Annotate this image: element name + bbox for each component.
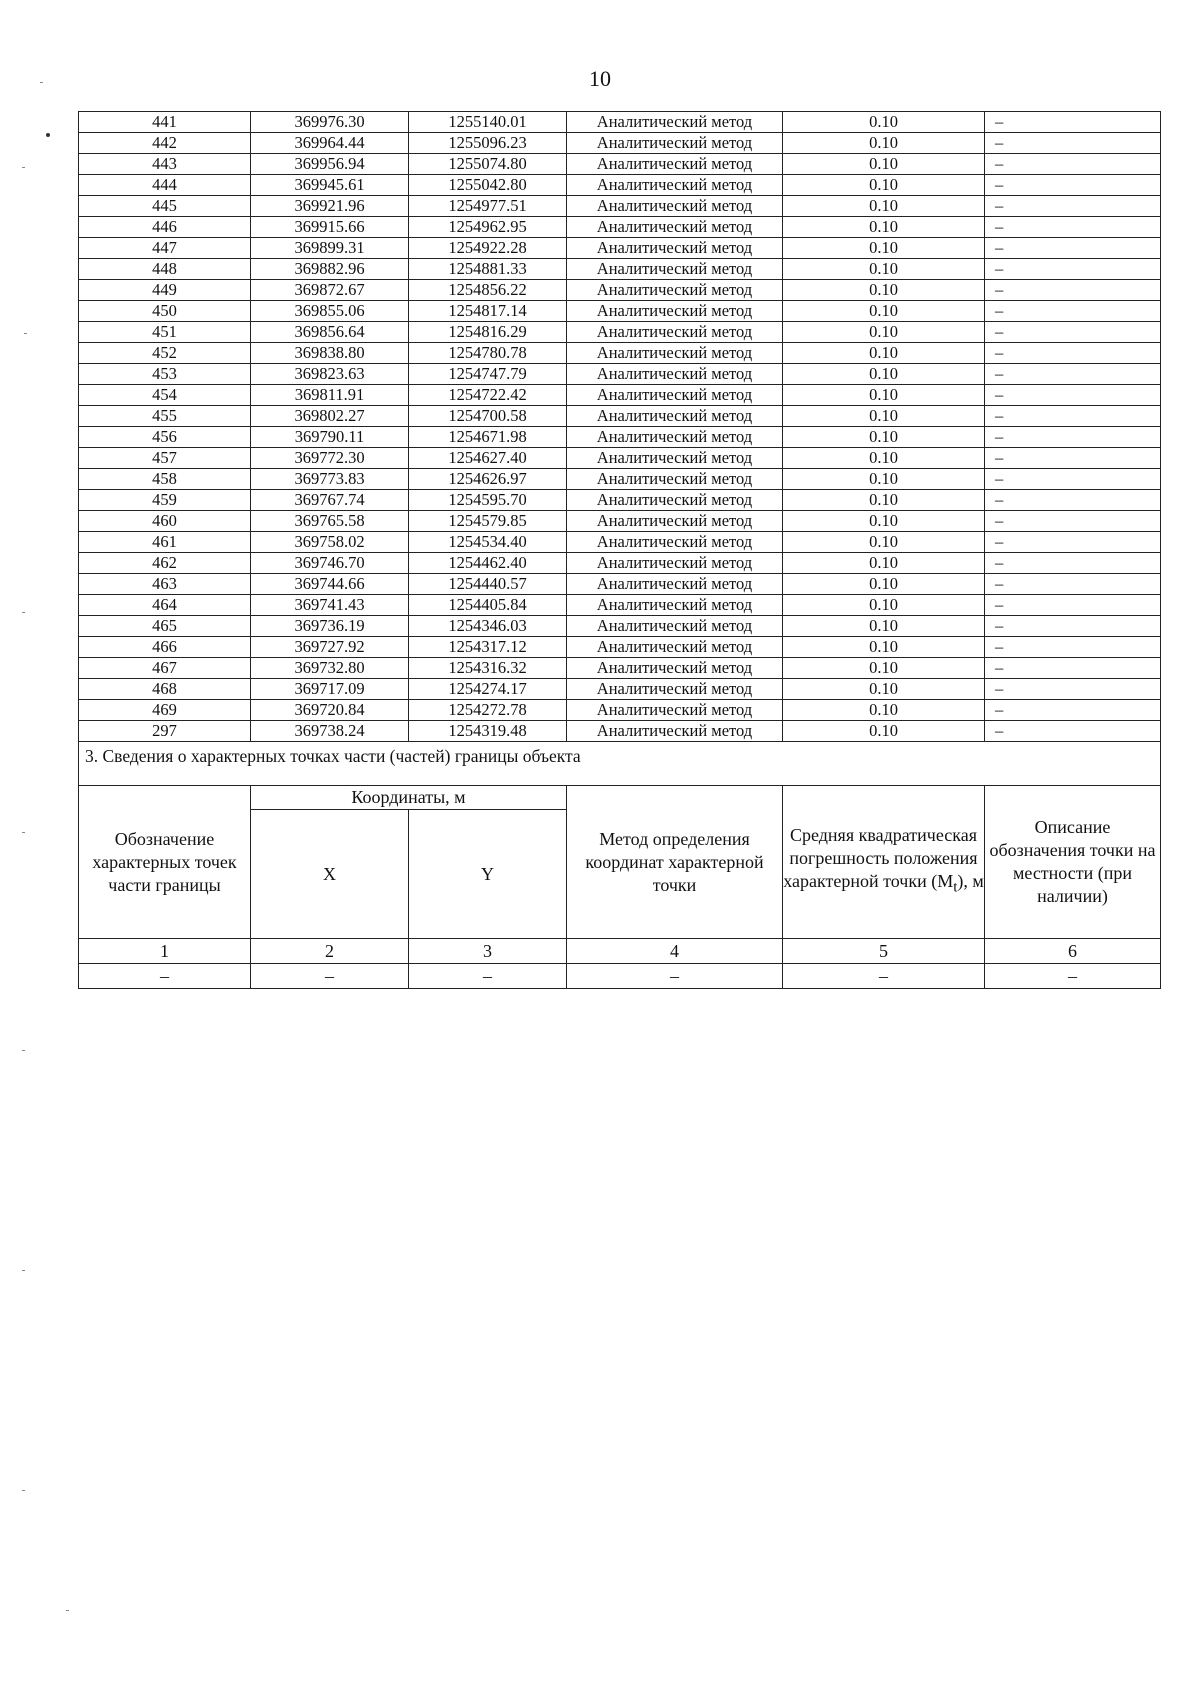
table-row [79,511,1161,532]
point-number-cell: 468 [79,679,251,700]
point-number-cell: 455 [79,406,251,427]
mean-error-cell: 0.10 [783,301,985,322]
table-row [79,532,1161,553]
point-number-cell: 467 [79,658,251,679]
header-designation: Обозначение характерных точек части границы [79,786,251,939]
description-cell: – [985,322,1161,343]
method-cell: Аналитический метод [567,616,783,637]
column-number: 4 [567,939,783,964]
point-number-cell: 465 [79,616,251,637]
mean-error-cell: 0.10 [783,343,985,364]
table-row [79,301,1161,322]
point-number-cell: 466 [79,637,251,658]
x-coordinate-cell: 369956.94 [251,154,409,175]
point-number-cell: 463 [79,574,251,595]
x-coordinate-cell: 369720.84 [251,700,409,721]
header-method: Метод определения координат характерной точки [567,786,783,939]
point-number-cell: 449 [79,280,251,301]
header-mean-error-unit: ), м [957,871,984,892]
method-cell: Аналитический метод [567,385,783,406]
point-number-cell: 297 [79,721,251,742]
page-number: 10 [589,66,611,91]
y-coordinate-cell: 1254977.51 [409,196,567,217]
mean-error-cell: 0.10 [783,679,985,700]
x-coordinate-cell: 369945.61 [251,175,409,196]
point-number-cell: 462 [79,553,251,574]
mean-error-cell: 0.10 [783,574,985,595]
description-cell: – [985,469,1161,490]
x-coordinate-cell: 369872.67 [251,280,409,301]
mean-error-cell: 0.10 [783,385,985,406]
method-cell: Аналитический метод [567,112,783,133]
empty-cell: – [985,964,1161,989]
mean-error-cell: 0.10 [783,133,985,154]
method-cell: Аналитический метод [567,637,783,658]
x-coordinate-cell: 369741.43 [251,595,409,616]
mean-error-cell: 0.10 [783,490,985,511]
mean-error-cell: 0.10 [783,406,985,427]
mean-error-cell: 0.10 [783,532,985,553]
y-coordinate-cell: 1254626.97 [409,469,567,490]
point-number-cell: 452 [79,343,251,364]
y-coordinate-cell: 1254462.40 [409,553,567,574]
description-cell: – [985,616,1161,637]
mean-error-cell: 0.10 [783,427,985,448]
table-row [79,259,1161,280]
description-cell: – [985,154,1161,175]
description-cell: – [985,343,1161,364]
section3-title: 3. Сведения о характерных точках части (частей) границы объекта [79,742,1161,786]
y-coordinate-cell: 1254962.95 [409,217,567,238]
mean-error-cell: 0.10 [783,280,985,301]
point-number-cell: 441 [79,112,251,133]
x-coordinate-cell: 369772.30 [251,448,409,469]
method-cell: Аналитический метод [567,427,783,448]
scan-speck [40,82,43,83]
method-cell: Аналитический метод [567,553,783,574]
y-coordinate-cell: 1254700.58 [409,406,567,427]
x-coordinate-cell: 369823.63 [251,364,409,385]
x-coordinate-cell: 369773.83 [251,469,409,490]
description-cell: – [985,511,1161,532]
method-cell: Аналитический метод [567,280,783,301]
y-coordinate-cell: 1254440.57 [409,574,567,595]
x-coordinate-cell: 369976.30 [251,112,409,133]
x-coordinate-cell: 369790.11 [251,427,409,448]
y-coordinate-cell: 1254319.48 [409,721,567,742]
x-coordinate-cell: 369758.02 [251,532,409,553]
y-coordinate-cell: 1255074.80 [409,154,567,175]
column-number: 6 [985,939,1161,964]
method-cell: Аналитический метод [567,238,783,259]
method-cell: Аналитический метод [567,595,783,616]
table-row [79,112,1161,133]
description-cell: – [985,175,1161,196]
description-cell: – [985,280,1161,301]
table-row [79,448,1161,469]
method-cell: Аналитический метод [567,511,783,532]
mean-error-cell: 0.10 [783,511,985,532]
x-coordinate-cell: 369765.58 [251,511,409,532]
table-row [79,280,1161,301]
table-row [79,616,1161,637]
mean-error-cell: 0.10 [783,364,985,385]
table-row [79,133,1161,154]
x-coordinate-cell: 369746.70 [251,553,409,574]
table-row [79,406,1161,427]
scan-speck [46,133,50,137]
mean-error-cell: 0.10 [783,658,985,679]
y-coordinate-cell: 1254534.40 [409,532,567,553]
point-number-cell: 456 [79,427,251,448]
table-row [79,721,1161,742]
point-number-cell: 446 [79,217,251,238]
y-coordinate-cell: 1254272.78 [409,700,567,721]
mean-error-cell: 0.10 [783,259,985,280]
point-number-cell: 461 [79,532,251,553]
section3 [79,742,1161,989]
mean-error-cell: 0.10 [783,469,985,490]
x-coordinate-cell: 369855.06 [251,301,409,322]
y-coordinate-cell: 1254317.12 [409,637,567,658]
mean-error-cell: 0.10 [783,175,985,196]
point-number-cell: 443 [79,154,251,175]
point-number-cell: 464 [79,595,251,616]
table-row [79,385,1161,406]
coordinates-table-body [79,112,1161,742]
point-number-cell: 447 [79,238,251,259]
header-coordinates: Координаты, м [251,786,567,810]
x-coordinate-cell: 369732.80 [251,658,409,679]
method-cell: Аналитический метод [567,574,783,595]
method-cell: Аналитический метод [567,490,783,511]
header-x: X [251,810,409,939]
column-number: 1 [79,939,251,964]
y-coordinate-cell: 1254671.98 [409,427,567,448]
empty-cell: – [567,964,783,989]
mean-error-cell: 0.10 [783,700,985,721]
x-coordinate-cell: 369802.27 [251,406,409,427]
table-row [79,238,1161,259]
coordinates-table [78,111,1161,989]
method-cell: Аналитический метод [567,532,783,553]
y-coordinate-cell: 1254627.40 [409,448,567,469]
method-cell: Аналитический метод [567,448,783,469]
table-row [79,196,1161,217]
method-cell: Аналитический метод [567,196,783,217]
mean-error-cell: 0.10 [783,322,985,343]
mean-error-cell: 0.10 [783,238,985,259]
table-row [79,427,1161,448]
x-coordinate-cell: 369856.64 [251,322,409,343]
mean-error-cell: 0.10 [783,595,985,616]
y-coordinate-cell: 1254816.29 [409,322,567,343]
description-cell: – [985,721,1161,742]
y-coordinate-cell: 1255042.80 [409,175,567,196]
description-cell: – [985,196,1161,217]
scan-speck [66,1610,69,1611]
y-coordinate-cell: 1255140.01 [409,112,567,133]
method-cell: Аналитический метод [567,322,783,343]
point-number-cell: 458 [79,469,251,490]
method-cell: Аналитический метод [567,133,783,154]
scan-speck [22,832,25,833]
description-cell: – [985,217,1161,238]
method-cell: Аналитический метод [567,343,783,364]
description-cell: – [985,427,1161,448]
y-coordinate-cell: 1254316.32 [409,658,567,679]
scan-speck [22,612,25,613]
point-number-cell: 444 [79,175,251,196]
table-row [79,574,1161,595]
y-coordinate-cell: 1254722.42 [409,385,567,406]
x-coordinate-cell: 369921.96 [251,196,409,217]
description-cell: – [985,700,1161,721]
method-cell: Аналитический метод [567,259,783,280]
y-coordinate-cell: 1254274.17 [409,679,567,700]
y-coordinate-cell: 1254579.85 [409,511,567,532]
x-coordinate-cell: 369727.92 [251,637,409,658]
mean-error-cell: 0.10 [783,448,985,469]
table-row [79,154,1161,175]
point-number-cell: 457 [79,448,251,469]
point-number-cell: 442 [79,133,251,154]
description-cell: – [985,490,1161,511]
header-mean-error [783,786,985,939]
mean-error-cell: 0.10 [783,616,985,637]
table-row [79,490,1161,511]
description-cell: – [985,658,1161,679]
x-coordinate-cell: 369882.96 [251,259,409,280]
table-row [79,637,1161,658]
mean-error-cell: 0.10 [783,721,985,742]
mean-error-cell: 0.10 [783,217,985,238]
column-number: 5 [783,939,985,964]
point-number-cell: 454 [79,385,251,406]
description-cell: – [985,679,1161,700]
point-number-cell: 450 [79,301,251,322]
method-cell: Аналитический метод [567,406,783,427]
x-coordinate-cell: 369767.74 [251,490,409,511]
point-number-cell: 459 [79,490,251,511]
header-mean-error-subscript: t [953,879,958,896]
x-coordinate-cell: 369964.44 [251,133,409,154]
method-cell: Аналитический метод [567,700,783,721]
description-cell: – [985,238,1161,259]
description-cell: – [985,532,1161,553]
table-row [79,700,1161,721]
table-row [79,322,1161,343]
y-coordinate-cell: 1254922.28 [409,238,567,259]
method-cell: Аналитический метод [567,217,783,238]
scan-speck [22,1050,25,1051]
x-coordinate-cell: 369744.66 [251,574,409,595]
y-coordinate-cell: 1254595.70 [409,490,567,511]
x-coordinate-cell: 369899.31 [251,238,409,259]
table-row [79,469,1161,490]
y-coordinate-cell: 1254856.22 [409,280,567,301]
x-coordinate-cell: 369736.19 [251,616,409,637]
scan-speck [22,167,25,168]
method-cell: Аналитический метод [567,364,783,385]
header-description: Описание обозначения точки на местности (при наличии) [985,786,1161,939]
empty-cell: – [783,964,985,989]
method-cell: Аналитический метод [567,301,783,322]
mean-error-cell: 0.10 [783,196,985,217]
point-number-cell: 469 [79,700,251,721]
description-cell: – [985,133,1161,154]
method-cell: Аналитический метод [567,658,783,679]
empty-cell: – [79,964,251,989]
description-cell: – [985,364,1161,385]
scan-speck [24,333,27,334]
scan-speck [22,1270,25,1271]
y-coordinate-cell: 1254817.14 [409,301,567,322]
table-row [79,364,1161,385]
description-cell: – [985,385,1161,406]
table-row [79,679,1161,700]
table-row [79,343,1161,364]
x-coordinate-cell: 369738.24 [251,721,409,742]
description-cell: – [985,406,1161,427]
scan-speck [22,1490,25,1491]
x-coordinate-cell: 369838.80 [251,343,409,364]
column-number: 2 [251,939,409,964]
point-number-cell: 460 [79,511,251,532]
description-cell: – [985,553,1161,574]
description-cell: – [985,448,1161,469]
mean-error-cell: 0.10 [783,637,985,658]
header-mean-error-text: Средняя квадратическая погрешность положения характерной точки (M [783,825,978,892]
y-coordinate-cell: 1254881.33 [409,259,567,280]
table-row [79,658,1161,679]
point-number-cell: 453 [79,364,251,385]
empty-cell: – [251,964,409,989]
empty-cell: – [409,964,567,989]
y-coordinate-cell: 1255096.23 [409,133,567,154]
y-coordinate-cell: 1254405.84 [409,595,567,616]
header-y: Y [409,810,567,939]
x-coordinate-cell: 369717.09 [251,679,409,700]
point-number-cell: 451 [79,322,251,343]
y-coordinate-cell: 1254780.78 [409,343,567,364]
column-number: 3 [409,939,567,964]
method-cell: Аналитический метод [567,679,783,700]
description-cell: – [985,574,1161,595]
x-coordinate-cell: 369915.66 [251,217,409,238]
description-cell: – [985,301,1161,322]
description-cell: – [985,637,1161,658]
method-cell: Аналитический метод [567,721,783,742]
point-number-cell: 448 [79,259,251,280]
point-number-cell: 445 [79,196,251,217]
method-cell: Аналитический метод [567,154,783,175]
mean-error-cell: 0.10 [783,112,985,133]
method-cell: Аналитический метод [567,175,783,196]
y-coordinate-cell: 1254747.79 [409,364,567,385]
table-row [79,217,1161,238]
description-cell: – [985,595,1161,616]
table-row [79,175,1161,196]
y-coordinate-cell: 1254346.03 [409,616,567,637]
table-row [79,595,1161,616]
method-cell: Аналитический метод [567,469,783,490]
description-cell: – [985,112,1161,133]
description-cell: – [985,259,1161,280]
mean-error-cell: 0.10 [783,154,985,175]
mean-error-cell: 0.10 [783,553,985,574]
x-coordinate-cell: 369811.91 [251,385,409,406]
table-row [79,553,1161,574]
